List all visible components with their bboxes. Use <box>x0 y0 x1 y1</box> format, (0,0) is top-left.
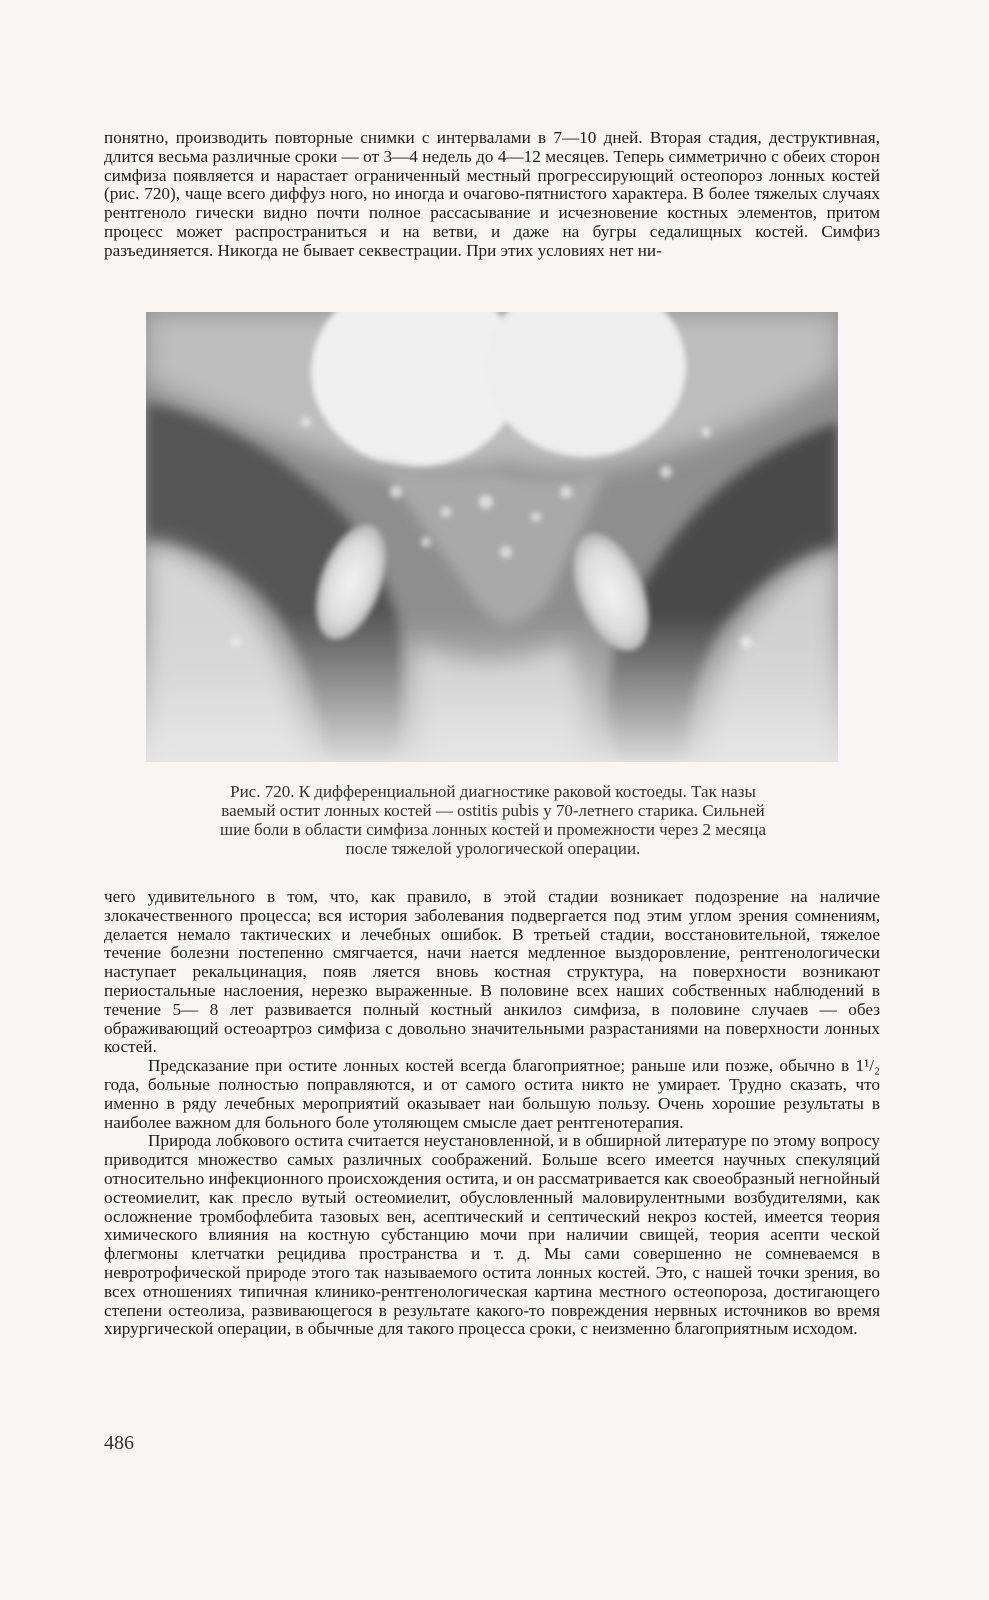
caption-line: ваемый остит лонных костей — ostitis pubis у 70-летнего старика. Сильней <box>221 801 765 820</box>
text-line: поверхности лонных костей. <box>104 1018 881 1057</box>
text-line: Природа лобкового остита считается неустановленной, и в обширной литературе <box>148 1131 747 1151</box>
text-line: ляется вновь костная структура, на поверхности возникают периостальные наслоения, <box>104 962 880 1000</box>
text-line: обычно в 1¹/₂ года, больные полностью поправляются, и от самого остита никто не <box>104 1056 880 1094</box>
text-line: ческой флегмоны клетчатки рецидива пространства и т. д. Мы сами совершенно не <box>104 1225 881 1264</box>
top-paragraph <box>104 129 880 261</box>
figure-caption <box>146 782 840 858</box>
text-line: утоляющем смысле дает рентгенотерапия. <box>373 1112 684 1132</box>
paragraph-prognosis <box>104 1057 880 1132</box>
text-line: 8 лет развивается полный костный анкилоз симфиза, в половине случаев — обез <box>209 999 880 1019</box>
caption-line: Рис. 720. К дифференциальной диагностике раковой костоеды. Так назы <box>230 782 756 801</box>
text-line: наличие злокачественного процесса; вся история заболевания подвергается под этим <box>104 887 880 925</box>
text-line: Симфиз разъединяется. Никогда не бывает секвестрации. При этих условиях нет ни- <box>104 221 880 260</box>
text-line: процесс может распространиться и на ветви, и даже на бугры седалищных костей. <box>104 221 808 241</box>
text-line: умирает. Трудно сказать, что именно в ряду лечебных мероприятий оказывает наи <box>104 1074 880 1113</box>
text-line: чего удивительного в том, что, как правило, в этой стадии возникает подозрение на <box>104 887 808 906</box>
text-line: вутый остеомиелит, обусловленный маловирулентными возбудителями, как осложнение <box>104 1187 880 1226</box>
text-line: нерезко выраженные. В половине всех наших собственных наблюдений в течение 5— <box>104 980 881 1019</box>
text-line: результате какого-то повреждения нервных источников во время хирургической <box>104 1300 880 1339</box>
text-line: нается медленное выздоровление, рентгенологически наступает рекальцинация, появ <box>104 943 880 982</box>
text-line: всего имеется научных спекуляций относительно инфекционного происхождения <box>104 1150 881 1188</box>
text-line: остита, и он рассматривается как своеобразный негнойный остеомиелит, как пресло <box>104 1168 880 1207</box>
text-line: стадии, восстановительной, тяжелое течение болезни постепенно смягчается, начи <box>104 924 881 963</box>
text-line: Это, с нашей точки зрения, во всех отношениях типичная клинико-рентгенологическая <box>104 1262 881 1301</box>
caption-line: после тяжелой урологической операции. <box>345 839 641 858</box>
page-number: 486 <box>104 1432 134 1454</box>
text-line: понятно, производить повторные снимки с интервалами в 7—10 дней. Вторая стадия, <box>104 128 762 147</box>
text-line: ного, но иногда и очагово-пятнистого характера. В более тяжелых случаях рентгеноло <box>104 184 881 223</box>
text-line: тромбофлебита тазовых вен, асептический и септический некроз костей, имеется теория <box>199 1206 881 1226</box>
text-line: операции, в обычные для такого процесса сроки, с неизменно благоприятным исходом. <box>217 1319 858 1339</box>
text-line: местный прогрессирующий остеопороз лонных костей (рис. 720), чаще всего диффуз <box>104 165 881 204</box>
xray-image <box>146 312 838 762</box>
caption-line: шие боли в области симфиза лонных костей и промежности через 2 месяца <box>220 820 766 839</box>
text-line: углом зрения сомнениям, делается немало тактических и лечебных ошибок. В третьей <box>104 905 880 944</box>
text-line: ображивающий остеоартроз симфиза с довольно значительными разрастаниями на <box>104 1018 721 1038</box>
text-line: химического влияния на костную субстанцию мочи при наличии свищей, теория асепти <box>104 1225 820 1245</box>
text-line: картина местного остеопороза, достигающего степени остеолиза, развивающегося в <box>104 1281 880 1320</box>
xray-figure <box>146 312 838 762</box>
paragraph-continuation <box>104 888 880 1057</box>
text-line: большую пользу. Очень хорошие результаты в наиболее важном для больного боле <box>104 1093 880 1132</box>
paragraph-nature <box>104 1132 880 1339</box>
body-text <box>104 888 880 1339</box>
text-line: гически видно почти полное рассасывание и исчезновение костных элементов, притом <box>195 203 880 223</box>
text-line: сомневаемся в невротрофической природе этого так называемого остита лонных костей. <box>104 1244 880 1282</box>
text-line: по этому вопросу приводится множество самых различных соображений. Больше <box>104 1131 881 1170</box>
text-line: деструктивная, длится весьма различные сроки — от 3—4 недель до 4—12 месяцев. <box>104 128 881 166</box>
text-line: Теперь симметрично с обеих сторон симфиза появляется и нарастает ограниченный <box>104 146 880 185</box>
text-line: Предсказание при остите лонных костей всегда благоприятное; раньше или позже, <box>148 1056 774 1076</box>
